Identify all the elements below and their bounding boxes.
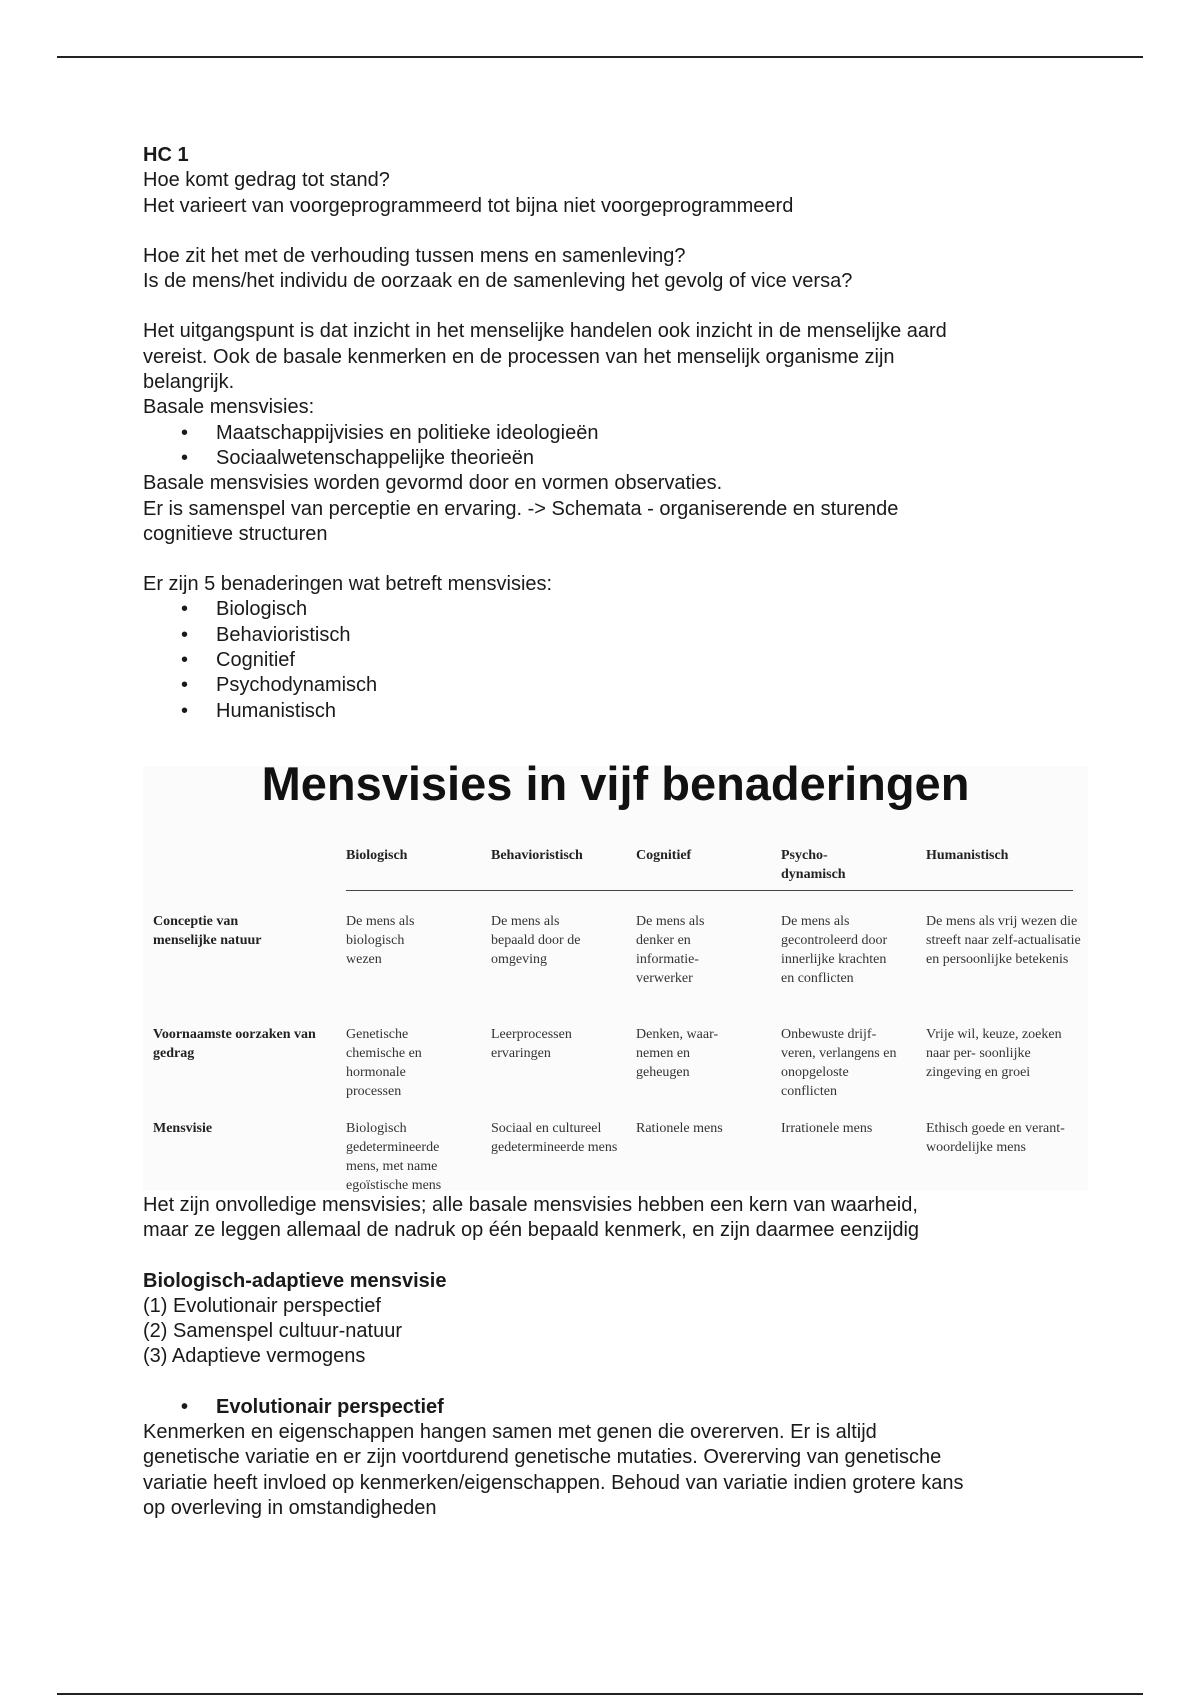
row-label: Voornaamste oorzaken van gedrag	[153, 1027, 316, 1061]
text-line: belangrijk.	[143, 371, 235, 394]
column-header: Humanistisch	[926, 848, 1009, 863]
table-cell: Ethisch goede en verant- woordelijke mens	[926, 1121, 1065, 1155]
column-header: Cognitief	[636, 848, 692, 863]
text-line: Het uitgangspunt is dat inzicht in het menselijke handelen ook inzicht in de menselijke aard	[143, 320, 947, 343]
text-line: Het varieert van voorgeprogrammeerd tot bijna niet voorgeprogrammeerd	[143, 194, 794, 217]
row-label: Mensvisie	[153, 1121, 213, 1136]
text-line: vereist. Ook de basale kenmerken en de processen van het menselijk organisme zijn	[143, 345, 895, 368]
table-cell: De mens als gecontroleerd door innerlijke krachten en conflicten	[781, 914, 888, 986]
text-line: op overleving in omstandigheden	[143, 1496, 437, 1519]
header-divider	[346, 890, 1073, 891]
list-item: • Behavioristisch	[143, 623, 1103, 648]
column-header: Behavioristisch	[491, 848, 583, 863]
text-line: Het zijn onvolledige mensvisies; alle basale mensvisies hebben een kern van waarheid,	[143, 1194, 918, 1216]
numbered-item: (2) Samenspel cultuur-natuur	[143, 1320, 403, 1343]
list-item: • Humanistisch	[143, 699, 1103, 724]
figure-title: Mensvisies in vijf benaderingen	[261, 757, 970, 810]
list-item: • Cognitief	[143, 648, 1103, 673]
row-label: Conceptie van menselijke natuur	[153, 914, 262, 948]
text-line: Basale mensvisies worden gevormd door en vormen observaties.	[143, 472, 723, 495]
text-line: Is de mens/het individu de oorzaak en de samenleving het gevolg of vice versa?	[143, 270, 853, 293]
table-cell: Vrije wil, keuze, zoeken naar per- soonlijke zingeving en groei	[926, 1027, 1062, 1080]
mensvisies-figure	[143, 757, 1088, 1193]
table-cell: Leerprocessen ervaringen	[491, 1027, 572, 1061]
top-rule	[57, 56, 1143, 58]
list-intro: Basale mensvisies:	[143, 396, 315, 419]
list-item: • Psychodynamisch	[143, 673, 1103, 698]
table-cell: Onbewuste drijf- veren, verlangens en onopgeloste conflicten	[781, 1027, 897, 1099]
text-line: maar ze leggen allemaal de nadruk op één bepaald kenmerk, en zijn daarmee eenzijdig	[143, 1219, 920, 1242]
table-cell: De mens als vrij wezen die streeft naar zelf-actualisatie en persoonlijke betekenis	[926, 914, 1081, 967]
text-line: Kenmerken en eigenschappen hangen samen met genen die overerven. Er is altijd	[143, 1421, 877, 1444]
table-cell: Sociaal en cultureel gedetermineerde mens	[491, 1121, 618, 1155]
table-cell: Biologisch gedetermineerde mens, met name egoïstische mens	[346, 1121, 442, 1193]
bottom-rule	[57, 1693, 1143, 1695]
numbered-item: (1) Evolutionair perspectief	[143, 1294, 381, 1317]
text-line: cognitieve structuren	[143, 522, 328, 545]
column-header: Psycho- dynamisch	[781, 848, 846, 882]
heading-hc1: HC 1	[143, 144, 189, 166]
list-intro: Er zijn 5 benaderingen wat betreft mensvisies:	[143, 573, 553, 596]
bullet-list	[143, 597, 1103, 723]
table-cell: De mens als bepaald door de omgeving	[491, 914, 581, 967]
section-heading: Biologisch-adaptieve mensvisie	[143, 1269, 447, 1292]
sub-heading: • Evolutionair perspectief	[143, 1395, 1103, 1420]
table-cell: Irrationele mens	[781, 1121, 873, 1136]
table-cell: Denken, waar- nemen en geheugen	[636, 1027, 719, 1080]
text-line: genetische variatie en er zijn voortdurend genetische mutaties. Overerving van genetische	[143, 1446, 942, 1469]
text-line: Er is samenspel van perceptie en ervaring. -> Schemata - organiserende en sturende	[143, 497, 899, 520]
document-body	[143, 143, 1103, 724]
table-cell: De mens als biologisch wezen	[346, 914, 415, 967]
column-header: Biologisch	[346, 848, 408, 863]
list-item: • Maatschappijvisies en politieke ideologieën	[143, 421, 1103, 446]
numbered-item: (3) Adaptieve vermogens	[143, 1345, 366, 1368]
table-cell: Rationele mens	[636, 1121, 723, 1136]
table-cell: De mens als denker en informatie- verwerker	[636, 914, 705, 986]
document-body-continued	[143, 1193, 1103, 1521]
text-line: variatie heeft invloed op kenmerken/eigenschappen. Behoud van variatie indien grotere kans	[143, 1471, 964, 1494]
table-cell: Genetische chemische en hormonale processen	[346, 1027, 422, 1099]
text-line: Hoe komt gedrag tot stand?	[143, 169, 390, 192]
list-item: • Biologisch	[143, 597, 1103, 622]
bullet-list	[143, 1395, 1103, 1420]
text-line: Hoe zit het met de verhouding tussen mens en samenleving?	[143, 244, 686, 267]
bullet-list	[143, 421, 1103, 472]
list-item: • Sociaalwetenschappelijke theorieën	[143, 446, 1103, 471]
